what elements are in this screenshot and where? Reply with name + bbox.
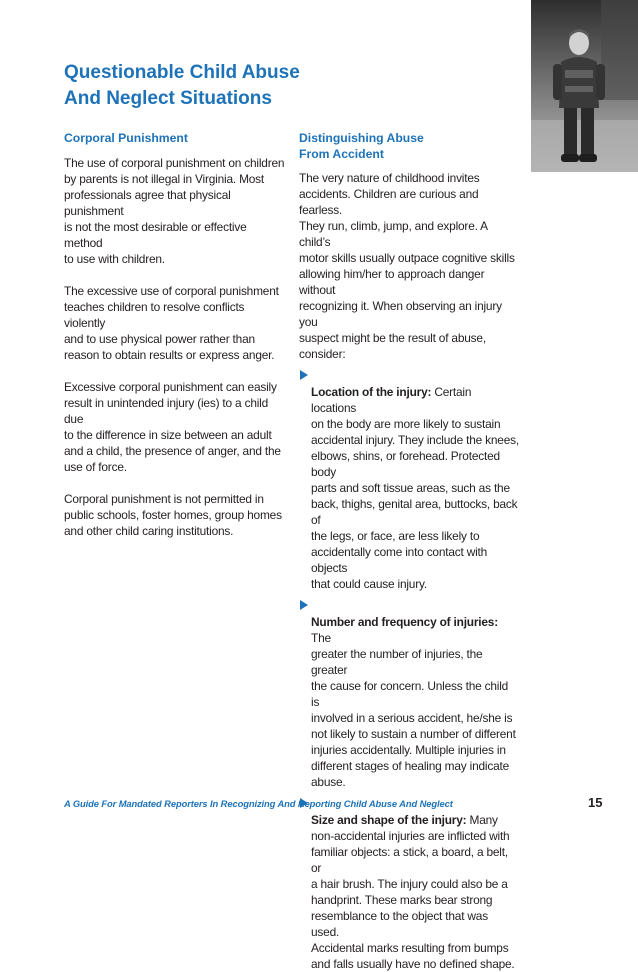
- child-photo-image: [531, 0, 638, 172]
- page-title: [64, 60, 364, 112]
- bullet-size: [299, 796, 519, 972]
- bullet-location-text: Certain locations on the body are more likely to sustain accidental injury. They include the knees, elbows, shins, or forehead. Protected body parts and soft tissue areas, such as the back, thighs, genital area, buttocks, back of the legs, or face, are less likely to accidentally come into contact with objects that could cause injury.: [311, 385, 519, 591]
- bullet-number-head: Number and frequency of injuries:: [311, 615, 498, 629]
- bullet-number-text: The greater the number of injuries, the greater the cause for concern. Unless the child is involved in a serious accident, he/she is not likely to sustain a number of different injuries accidentally. Multiple injuries in different stages of healing may indicate abuse.: [311, 631, 516, 789]
- distinguishing-abuse-heading: Distinguishing Abuse From Accident: [299, 131, 424, 161]
- bullet-size-head: Size and shape of the injury:: [311, 813, 467, 827]
- left-paragraph-2: The excessive use of corporal punishment teaches children to resolve conflicts violently and to use physical power rather than reason to obtain results or express anger.: [64, 284, 279, 362]
- page-title-line-2: And Neglect Situations: [64, 88, 272, 109]
- left-paragraph-1: The use of corporal punishment on children by parents is not illegal in Virginia. Most professionals agree that physical punishment is not the most desirable or effective method to use with children.: [64, 156, 285, 266]
- page-number: 15: [588, 795, 603, 810]
- triangle-bullet-icon: [300, 370, 308, 380]
- bullet-number: [299, 598, 519, 790]
- bullet-location: [299, 368, 519, 592]
- corporal-punishment-heading: Corporal Punishment: [64, 131, 188, 145]
- left-column: [64, 130, 286, 555]
- left-paragraph-4: Corporal punishment is not permitted in public schools, foster homes, group homes and other child caring institutions.: [64, 492, 282, 538]
- triangle-bullet-icon: [300, 600, 308, 610]
- right-intro-paragraph: The very nature of childhood invites accidents. Children are curious and fearless. They run, climb, jump, and explore. A child’s motor skills usually outpace cognitive skills allowing him/her to approach danger without recognizing it. When observing an injury you suspect might be the result of abuse, consider:: [299, 171, 515, 361]
- right-column: [299, 130, 519, 972]
- footer-guide-title: A Guide For Mandated Reporters In Recognizing And Reporting Child Abuse And Neglect: [64, 798, 453, 809]
- child-photo: [531, 0, 638, 172]
- bullet-location-head: Location of the injury:: [311, 385, 432, 399]
- left-paragraph-3: Excessive corporal punishment can easily result in unintended injury (ies) to a child due to the difference in size between an adult and a child, the presence of anger, and the use of force.: [64, 380, 281, 474]
- bullet-size-text: Many non-accidental injuries are inflicted with familiar objects: a stick, a board, a belt, or a hair brush. The injury could also be a handprint. These marks bear strong resemblance to the object that was used. Accidental marks resulting from bumps and falls usually have no defined shape.: [311, 813, 515, 971]
- page-title-line-1: Questionable Child Abuse: [64, 62, 300, 83]
